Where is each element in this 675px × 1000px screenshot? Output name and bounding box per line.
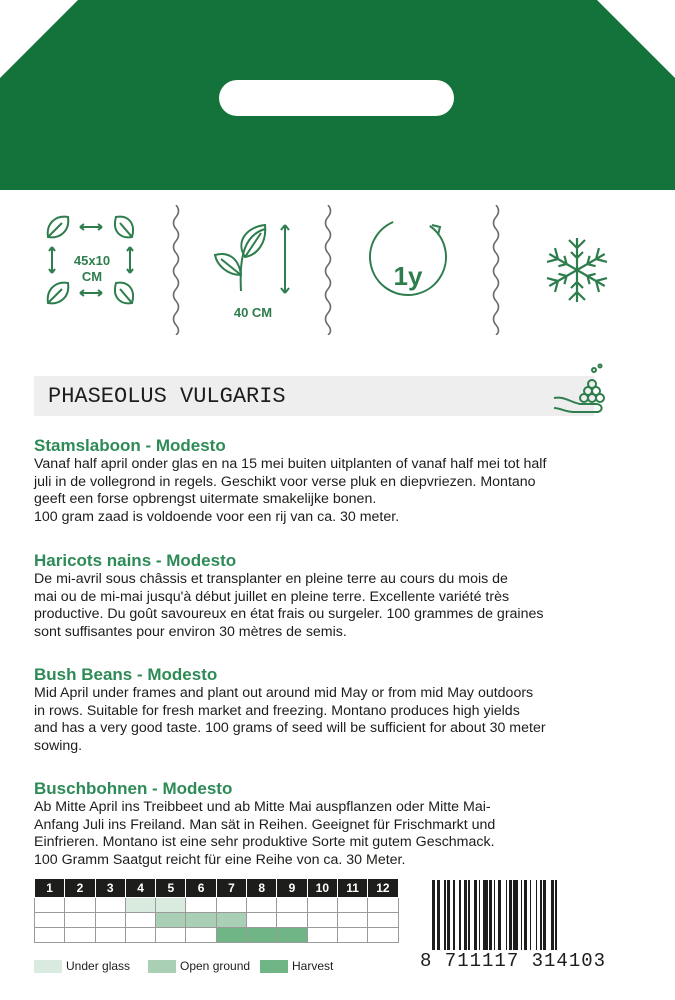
calendar-cell <box>337 928 367 943</box>
calendar-month: 3 <box>95 879 125 898</box>
spacing-unit: CM <box>81 269 103 284</box>
calendar-month: 8 <box>247 879 277 898</box>
barcode-bar <box>555 880 557 950</box>
calendar-cell <box>186 898 216 913</box>
calendar-cell <box>95 898 125 913</box>
calendar-cell <box>277 913 307 928</box>
barcode-bar <box>432 880 435 950</box>
legend-label: Open ground <box>180 959 251 973</box>
calendar-cell <box>156 913 186 928</box>
calendar-cell <box>247 913 277 928</box>
barcode-bar <box>464 880 467 950</box>
calendar-month: 12 <box>368 879 398 898</box>
calendar-cell <box>277 898 307 913</box>
calendar-cell <box>125 928 155 943</box>
calendar-cell <box>125 898 155 913</box>
legend-label: Under glass <box>66 959 131 973</box>
calendar-cell <box>35 928 65 943</box>
barcode-bar <box>444 880 446 950</box>
calendar-month: 4 <box>125 879 155 898</box>
section-title: Haricots nains - Modesto <box>34 551 237 570</box>
calendar-cell <box>368 913 398 928</box>
barcode-bar <box>489 880 492 950</box>
section-dutch <box>34 436 644 526</box>
barcode-bar <box>521 880 523 950</box>
species-bar <box>34 376 594 416</box>
calendar-month: 7 <box>216 879 246 898</box>
calendar-cell <box>307 928 337 943</box>
calendar-cell <box>95 928 125 943</box>
section-body: Mid April under frames and plant out around mid May or from mid May outdoors in rows. Suitable for fresh market and freezing. Montano produces high yields and has a very good taste. 100 grams of seed will be sufficient for about 30 meter sowing. <box>34 685 546 754</box>
barcode-bar <box>506 880 508 950</box>
calendar-row-open-ground <box>35 913 399 928</box>
calendar-cell <box>186 913 216 928</box>
section-body: Vanaf half april onder glas en na 15 mei buiten uitplanten of vanaf half mei tot half juli in de vollegrond in regels. Geschikt voor verse pluk en diepvriezen. Montano geeft een forse opbrengst uitermate smakelijke bonen. 100 gram zaad is voldoende voor een rij van ca. 30 meter. <box>34 456 547 525</box>
height-value: 40 CM <box>233 305 273 320</box>
barcode <box>420 880 630 976</box>
barcode-bar <box>494 880 496 950</box>
barcode-bar <box>509 880 512 950</box>
header-corner-cut-right <box>597 0 675 78</box>
calendar-cell <box>65 928 95 943</box>
barcode-bar <box>447 880 450 950</box>
calendar-cell <box>307 913 337 928</box>
barcode-bars <box>432 880 628 950</box>
calendar-month: 10 <box>307 879 337 898</box>
spacing-value: 45x10 <box>73 253 111 268</box>
calendar-cell <box>337 898 367 913</box>
leaf-spacing-icon <box>40 205 150 335</box>
calendar-row-under-glass <box>35 898 399 913</box>
calendar-row-harvest <box>35 928 399 943</box>
wavy-separator <box>320 205 336 335</box>
section-title: Buschbohnen - Modesto <box>34 779 233 798</box>
barcode-bar <box>437 880 440 950</box>
calendar-month: 9 <box>277 879 307 898</box>
barcode-bar <box>540 880 542 950</box>
calendar-month: 6 <box>186 879 216 898</box>
icon-row <box>0 205 675 335</box>
lifecycle-value: 1y <box>393 261 423 291</box>
calendar-cell <box>35 913 65 928</box>
calendar-month: 5 <box>156 879 186 898</box>
hang-hole <box>219 80 454 116</box>
calendar-month: 11 <box>337 879 367 898</box>
calendar-cell <box>216 913 246 928</box>
barcode-bar <box>513 880 518 950</box>
calendar-cell <box>95 913 125 928</box>
section-body: Ab Mitte April ins Treibbeet und ab Mitte Mai auspflanzen oder Mitte Mai- Anfang Juli ins Freiland. Man sät in Reihen. Geeignet für Frischmarkt und Einfrieren. Montano ist eine sehr produktive Sorte mit gutem Geschmack. 100 Gramm Saatgut reicht für eine Reihe von ca. 30 Meter. <box>34 799 496 868</box>
calendar-cell <box>156 928 186 943</box>
barcode-bar <box>530 880 532 950</box>
section-title: Bush Beans - Modesto <box>34 665 218 684</box>
wavy-separator <box>488 205 504 335</box>
barcode-number: 8 711117 314103 <box>420 950 607 972</box>
calendar-cell <box>337 913 367 928</box>
section-french <box>34 551 644 641</box>
calendar-cell <box>156 898 186 913</box>
legend-swatch <box>260 960 288 973</box>
barcode-bar <box>483 880 488 950</box>
wavy-separator <box>168 205 184 335</box>
calendar-cell <box>216 928 246 943</box>
calendar-cell <box>125 913 155 928</box>
calendar-cell <box>368 898 398 913</box>
barcode-bar <box>498 880 501 950</box>
barcode-bar <box>459 880 461 950</box>
calendar-grid <box>34 878 399 943</box>
barcode-bar <box>453 880 455 950</box>
calendar-cell <box>216 898 246 913</box>
barcode-bar <box>551 880 554 950</box>
seed-hand-icon <box>550 358 612 420</box>
calendar-cell <box>307 898 337 913</box>
calendar-cell <box>65 898 95 913</box>
calendar-month-row <box>35 879 399 898</box>
calendar-month: 1 <box>35 879 65 898</box>
legend-swatch <box>148 960 176 973</box>
snowflake-icon <box>540 205 615 335</box>
calendar-legend <box>34 958 354 976</box>
barcode-bar <box>536 880 538 950</box>
calendar-cell <box>247 928 277 943</box>
header-corner-cut-left <box>0 0 78 78</box>
barcode-bar <box>479 880 481 950</box>
plant-height-icon <box>205 205 305 335</box>
barcode-bar <box>543 880 546 950</box>
barcode-bar <box>474 880 477 950</box>
barcode-bar <box>524 880 527 950</box>
calendar-cell <box>186 928 216 943</box>
calendar-cell <box>368 928 398 943</box>
section-body: De mi-avril sous châssis et transplanter en pleine terre au cours du mois de mai ou de mi-mai jusqu'à début juillet en pleine terre. Excellente variété très productive. Du goût savoureux en état frais ou surgeler. 100 grammes de graines sont suffisantes pour environ 30 mètres de semis. <box>34 571 544 640</box>
section-german <box>34 779 644 869</box>
calendar-month: 2 <box>65 879 95 898</box>
annual-cycle-icon <box>362 205 462 335</box>
calendar-cell <box>277 928 307 943</box>
species-name: PHASEOLUS VULGARIS <box>48 384 286 409</box>
calendar-cell <box>35 898 65 913</box>
calendar-cell <box>65 913 95 928</box>
calendar-cell <box>247 898 277 913</box>
legend-swatch <box>34 960 62 973</box>
sowing-calendar <box>34 878 399 943</box>
barcode-bar <box>468 880 470 950</box>
legend-label: Harvest <box>292 959 334 973</box>
section-title: Stamslaboon - Modesto <box>34 436 226 455</box>
section-english <box>34 665 644 755</box>
